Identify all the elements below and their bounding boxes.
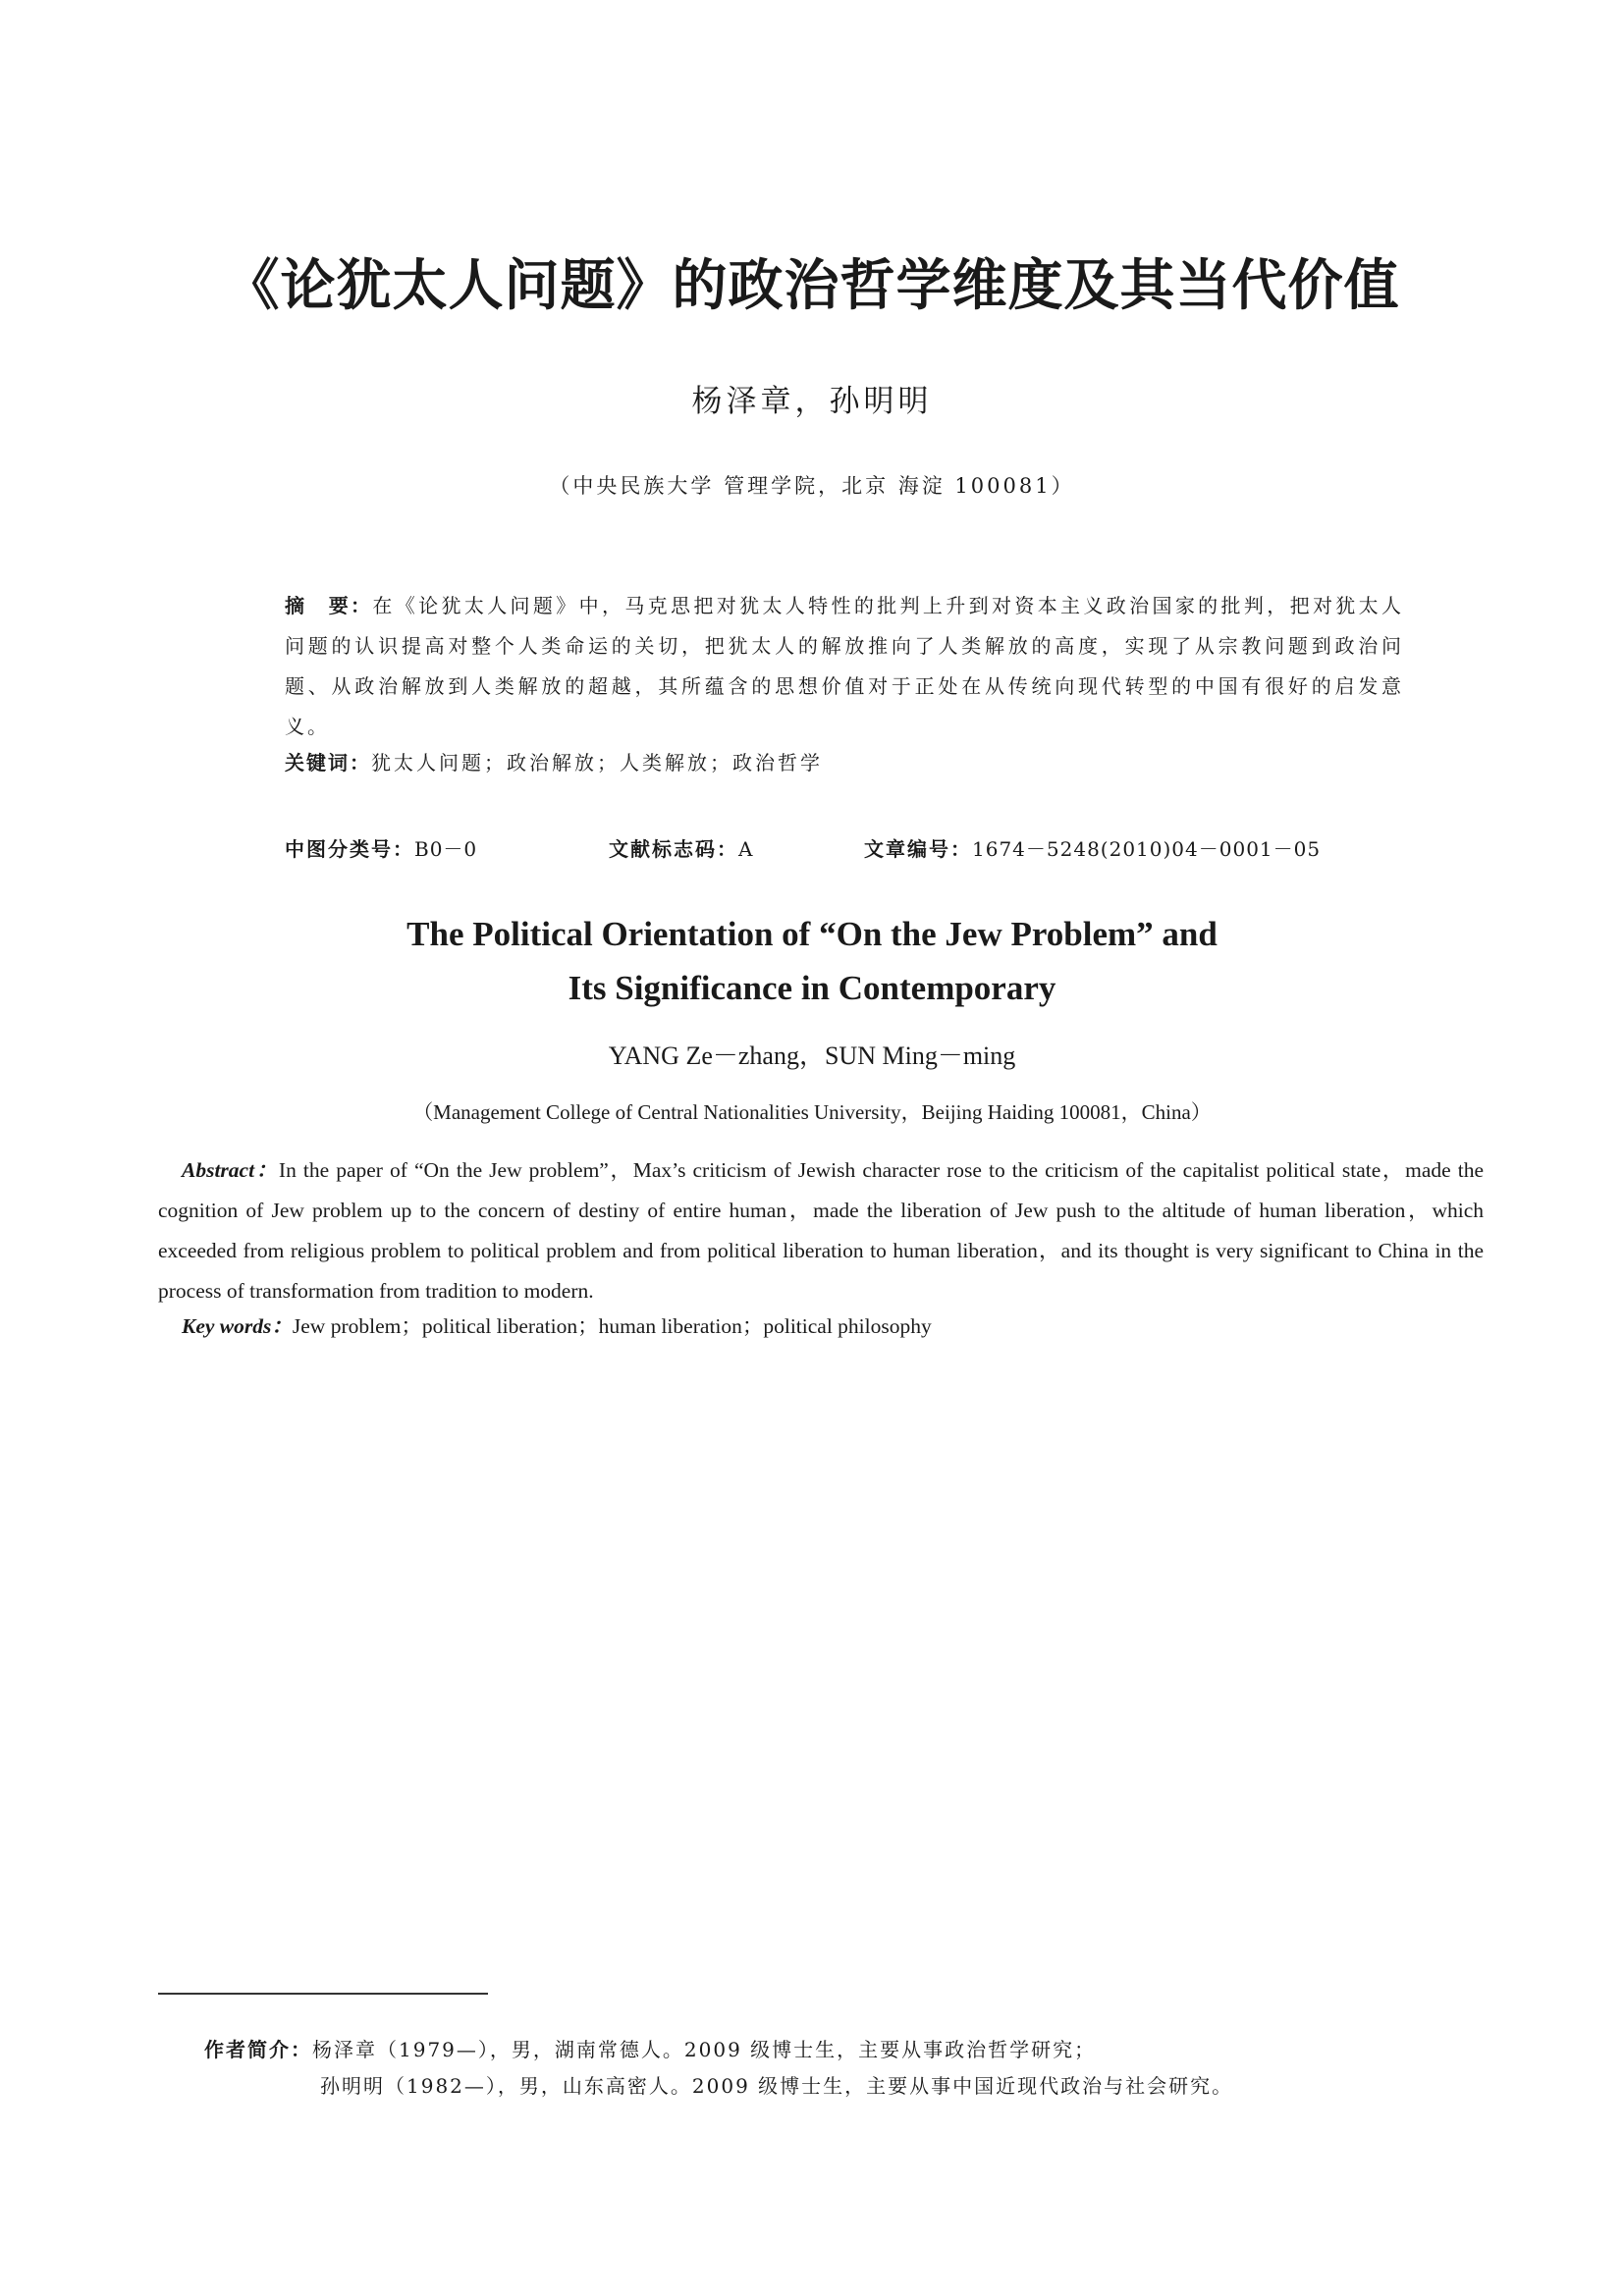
chinese-abstract-text: 在《论犹太人问题》中，马克思把对犹太人特性的批判上升到对资本主义政治国家的批判，把对犹太人问题的认识提高对整个人类命运的关切，把犹太人的解放推向了人类解放的高度，实现了从宗教问题到政治问题、从政治解放到人类解放的超越，其所蕴含的思想价值对于正处在从传统向现代转型的中国有很好的启发意义。 (285, 594, 1405, 738)
footnote-divider (158, 1993, 488, 1995)
english-keywords (182, 1309, 1478, 1340)
english-affiliation: （Management College of Central Nationalities University，Beijing Haiding 100081，China） (412, 1100, 1212, 1124)
clc-label: 中图分类号： (285, 837, 414, 861)
document-code-value: A (738, 837, 754, 861)
chinese-keywords-label: 关键词： (285, 751, 371, 774)
english-title-line-2: Its Significance in Contemporary (568, 969, 1056, 1007)
chinese-affiliation: （中央民族大学 管理学院，北京 海淀 100081） (549, 474, 1075, 498)
english-keywords-text: Jew problem；political liberation；human liberation；political philosophy (292, 1314, 932, 1338)
footnote-line-1 (204, 2032, 1422, 2068)
chinese-abstract-label: 摘 要： (285, 594, 373, 617)
footnote-label: 作者简介： (204, 2038, 312, 2061)
english-title-line-1: The Political Orientation of “On the Jew Problem” and (406, 915, 1218, 953)
document-code (609, 833, 753, 862)
article-number (864, 833, 1321, 862)
clc-value: B0－0 (414, 837, 478, 861)
chinese-authors: 杨泽章，孙明明 (691, 384, 933, 419)
author-footnote (204, 2032, 1422, 2105)
english-authors: YANG Ze－zhang，SUN Ming－ming (608, 1041, 1016, 1070)
footnote-author-1: 杨泽章（1979—），男，湖南常德人。2009 级博士生，主要从事政治哲学研究； (312, 2038, 1097, 2061)
clc-number (285, 833, 477, 862)
chinese-keywords (285, 747, 1404, 775)
document-code-label: 文献标志码： (609, 837, 738, 861)
footnote-author-2: 孙明明（1982—），男，山东高密人。2009 级博士生，主要从事中国近现代政治与社会研究。 (320, 2074, 1234, 2098)
chinese-keywords-text: 犹太人问题；政治解放；人类解放；政治哲学 (371, 751, 823, 774)
article-number-value: 1674－5248(2010)04－0001－05 (972, 837, 1322, 861)
article-number-label: 文章编号： (864, 837, 972, 861)
chinese-abstract (285, 586, 1404, 747)
english-abstract-text: In the paper of “On the Jew problem”，Max’s criticism of Jewish character rose to the criticism of the capitalist political state，made the cognition of Jew problem up to the concern of destiny of entire human，made the liberation of Jew push to the altitude of human liberation，which exceeded from religious problem to political problem and from political liberation to human liberation，and its thought is very significant to China in the process of transformation from tradition to modern. (158, 1158, 1484, 1303)
english-keywords-label: Key words： (182, 1314, 293, 1338)
english-abstract-label: Abstract： (182, 1158, 279, 1182)
english-abstract (158, 1150, 1484, 1311)
chinese-title: 《论犹太人问题》的政治哲学维度及其当代价值 (224, 253, 1400, 318)
english-title (0, 907, 1624, 1015)
